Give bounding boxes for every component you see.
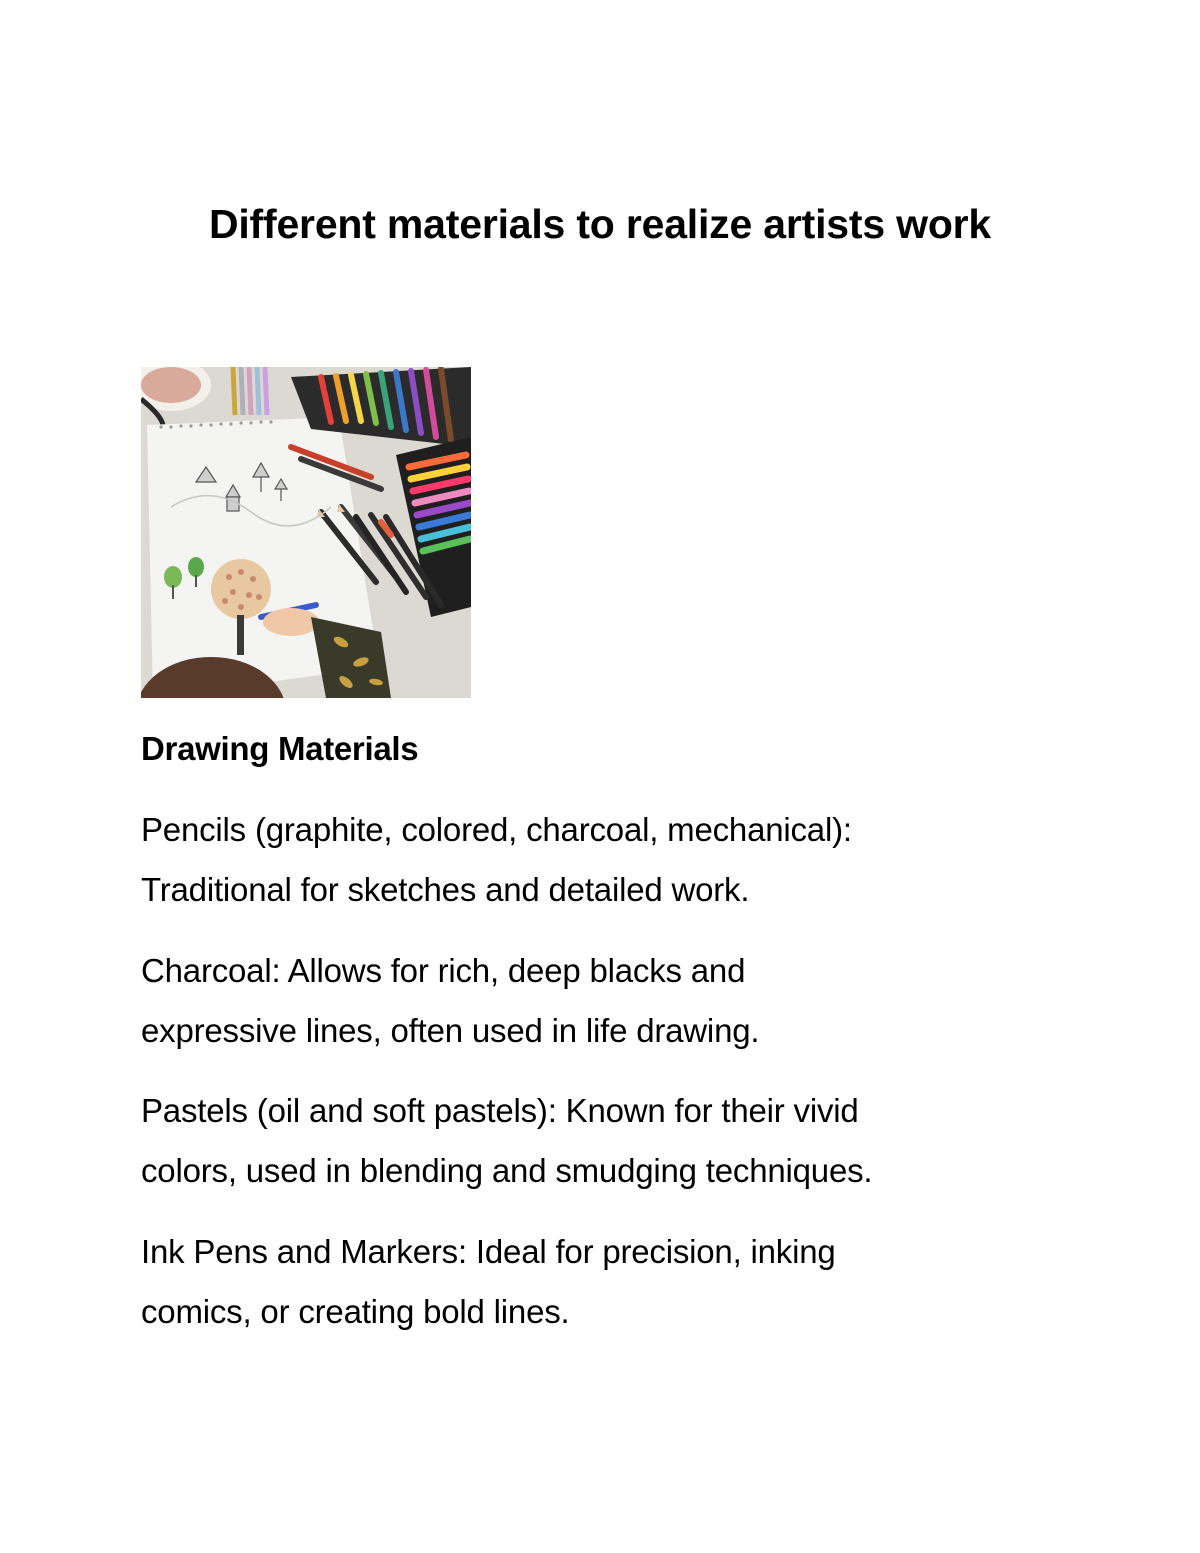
paragraph-line: Traditional for sketches and detailed work. xyxy=(141,871,750,908)
paragraph-line: colors, used in blending and smudging techniques. xyxy=(141,1152,873,1189)
paragraph-line: Pastels (oil and soft pastels): Known for their vivid xyxy=(141,1092,859,1129)
paragraph-charcoal xyxy=(141,941,1061,1061)
paragraph-line: Ink Pens and Markers: Ideal for precision, inking xyxy=(141,1233,836,1270)
document-title: Different materials to realize artists work xyxy=(208,201,992,247)
art-supplies-photo xyxy=(141,367,471,698)
paragraph-ink-pens xyxy=(141,1222,1061,1342)
paragraph-pastels xyxy=(141,1081,1061,1201)
paragraph-line: expressive lines, often used in life drawing. xyxy=(141,1012,760,1049)
paragraph-pencils xyxy=(141,800,1061,920)
paragraph-line: Pencils (graphite, colored, charcoal, mechanical): xyxy=(141,811,852,848)
section-heading: Drawing Materials xyxy=(141,730,419,767)
paragraph-line: comics, or creating bold lines. xyxy=(141,1293,570,1330)
paragraph-line: Charcoal: Allows for rich, deep blacks and xyxy=(141,952,746,989)
